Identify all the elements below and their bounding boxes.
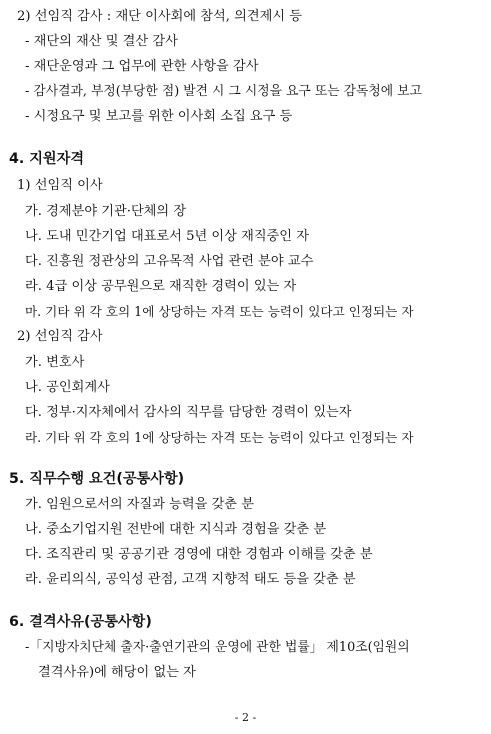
auditor-item-1: 가. 변호사: [25, 355, 85, 370]
auditor-item-4: 라. 기타 위 각 호의 1에 상당하는 자격 또는 능력이 있다고 인정되는 자: [25, 430, 414, 445]
auditor-duty-2: - 재단운영과 그 업무에 관한 사항을 감사: [25, 59, 259, 74]
requirement-item-3: 다. 조직관리 및 공공기관 경영에 대한 경험과 이해를 갖춘 분: [25, 547, 373, 562]
section-heading-job-requirements: 5. 직무수행 요건(공통사항): [9, 471, 185, 487]
auditor-role-title: 2) 선임직 감사 : 재단 이사회에 참석, 의견제시 등: [17, 9, 303, 24]
requirement-item-2: 나. 중소기업지원 전반에 대한 지식과 경험을 갖춘 분: [25, 522, 327, 537]
director-item-5: 마. 기타 위 각 호의 1에 상당하는 자격 또는 능력이 있다고 인정되는 자: [25, 304, 414, 319]
auditor-duty-1: - 재단의 재산 및 결산 감사: [25, 34, 178, 49]
director-item-2: 나. 도내 민간기업 대표로서 5년 이상 재직중인 자: [25, 229, 309, 244]
auditor-duty-3: - 감사결과, 부정(부당한 점) 발견 시 그 시정을 요구 또는 감독청에 보고: [25, 84, 422, 99]
section-heading-disqualifications: 6. 결격사유(공통사항): [9, 614, 152, 630]
section-heading-qualifications: 4. 지원자격: [9, 151, 85, 167]
auditor-duty-4: - 시정요구 및 보고를 위한 이사회 소집 요구 등: [25, 109, 293, 124]
requirement-item-4: 라. 윤리의식, 공익성 관점, 고객 지향적 태도 등을 갖춘 분: [25, 572, 356, 587]
auditor-item-3: 다. 정부·지자체에서 감사의 직무를 담당한 경력이 있는자: [25, 405, 352, 420]
page-number: - 2 -: [234, 711, 257, 724]
requirement-item-1: 가. 임원으로서의 자질과 능력을 갖춘 분: [25, 497, 254, 512]
auditor-item-2: 나. 공인회계사: [25, 380, 110, 395]
director-subtitle: 1) 선임직 이사: [17, 178, 103, 193]
auditor-subtitle: 2) 선임직 감사: [17, 329, 103, 344]
director-item-4: 라. 4급 이상 공무원으로 재직한 경력이 있는 자: [25, 279, 297, 294]
director-item-3: 다. 진흥원 정관상의 고유목적 사업 관련 분야 교수: [25, 254, 314, 269]
disqualification-item-line-2: 결격사유)에 해당이 없는 자: [38, 665, 196, 680]
director-item-1: 가. 경제분야 기관·단체의 장: [25, 204, 187, 219]
disqualification-item-line-1: -「지방자치단체 출자·출연기관의 운영에 관한 법률」 제10조(임원의: [25, 640, 410, 655]
